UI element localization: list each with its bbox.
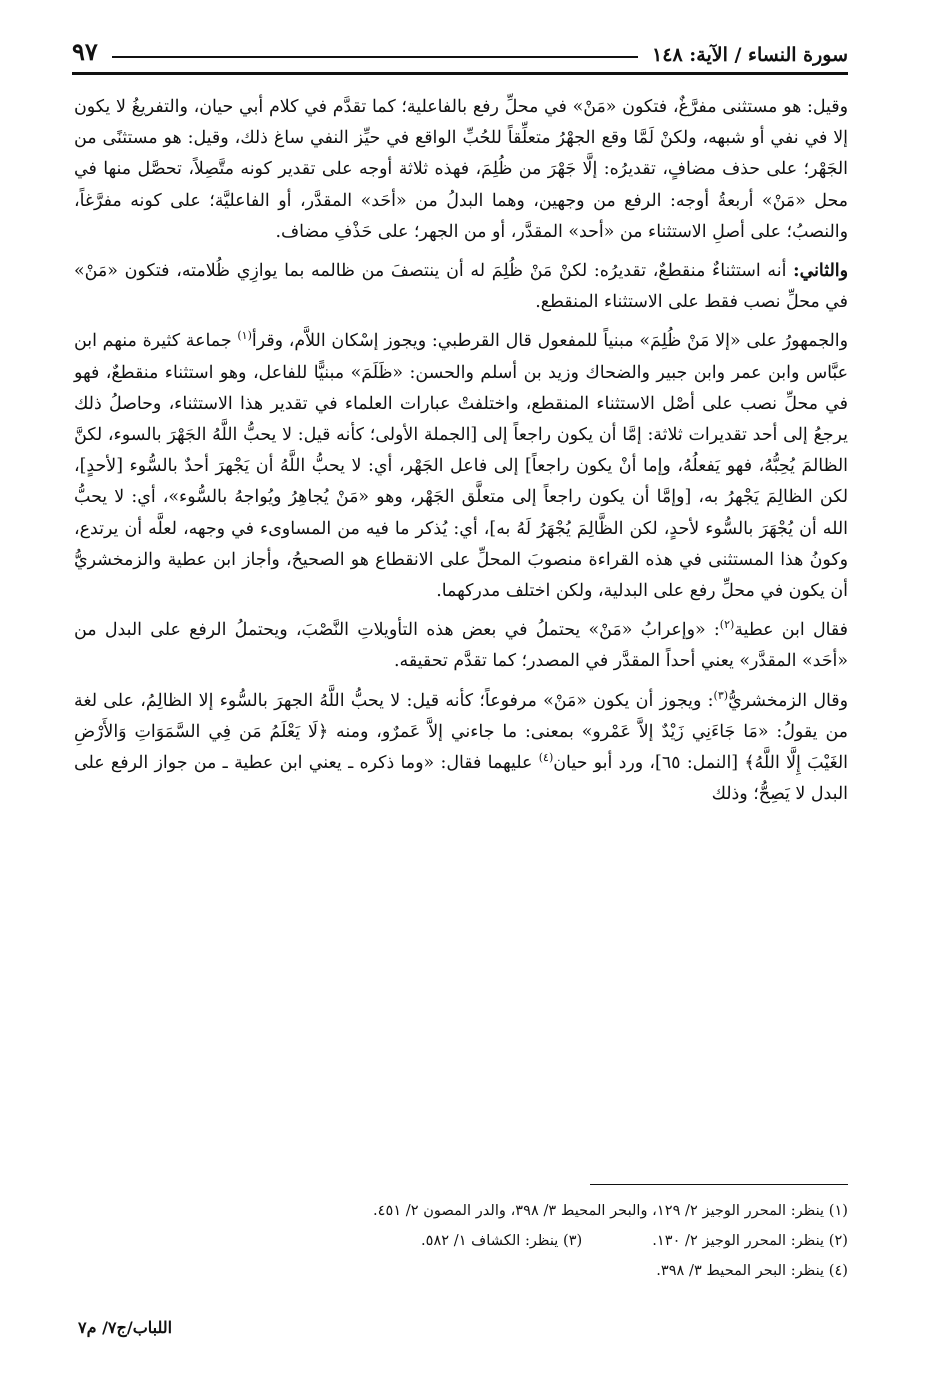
- paragraph-text: وقيل: هو مستثنى مفرَّغٌ، فتكون «مَنْ» في محلِّ رفع بالفاعلية؛ كما تقدَّم في كلام أبي حيان، والتفريغُ لا يكون إلا في نفي أو شبهه، ولكنْ لَمَّا وقع الجهْرُ متعلِّقاً للحُبِّ الواقع في حيِّز النفي ساغ ذلك، وقيل: هو مستثنًى من الجَهْر؛ على حذف مضافٍ، تقديرُه: إلَّا جَهْرَ من ظُلِمَ، فهذه ثلاثة أوجه على تقدير كونه متَّصِلاً، تحصَّل منها في محل «مَنْ» أربعةُ أوجه: الرفع من وجهين، وهما البدلُ من «أحَد» المقدَّر، أو الفاعليَّة؛ على كونه مفرَّغاً، والنصبُ؛ على أصلِ الاستثناء من «أحد» المقدَّر، أو من الجهر؛ على حَذْفِ مضاف.: [74, 97, 848, 242]
- page-number: ٩٧: [72, 37, 98, 66]
- paragraph-text: : «وإعرابُ «مَنْ» يحتملُ في بعض هذه التأويلاتِ النَّصْبَ، ويحتملُ الرفع على البدل من «أحَد» المقدَّر» يعني أحداً المقدَّر في المصدر؛ كما تقدَّم تحقيقه.: [74, 620, 848, 672]
- paragraph-text: وقال الزمخشريُّ: [728, 690, 848, 711]
- paragraph: [74, 256, 848, 318]
- paragraph-text: فقال ابن عطية: [734, 620, 848, 641]
- footnote-row: [74, 1226, 848, 1256]
- footnotes: [74, 1196, 848, 1286]
- footnote-marker[interactable]: (٤): [538, 751, 554, 765]
- footnote-2: (٢) ينظر: المحرر الوجيز ٢/ ١٣٠.: [652, 1232, 848, 1249]
- paragraph-text: والجمهورُ على «إلا مَنْ ظُلِمَ» مبنياً للمفعول قال القرطبي: ويجوز إسْكان اللاَّم، وقرأ: [251, 331, 848, 352]
- paragraph-text: عليهما فقال: «وما ذكره ـ يعني ابن عطية ـ من جواز الرفع على البدل لا يَصِحُّ؛ وذلك: [74, 753, 848, 805]
- header-rule: [112, 56, 638, 58]
- paragraph-text: أنه استثناءٌ منقطعٌ، تقديرُه: لكنْ مَنْ ظُلِمَ له أن ينتصفَ من ظالمه بما يوازِي ظُلامته، فتكون «مَنْ» في محلِّ نصب فقط على الاستثناء المنقطع.: [74, 261, 848, 313]
- paragraph: [74, 326, 848, 607]
- paragraph-lead: والثاني:: [793, 261, 848, 282]
- paragraph: [74, 615, 848, 677]
- paragraph: [74, 686, 848, 811]
- footnote-3: (٣) ينظر: الكشاف ١/ ٥٨٢.: [420, 1232, 583, 1249]
- footnote-4: (٤) ينظر: البحر المحيط ٣/ ٣٩٨.: [656, 1262, 848, 1279]
- footnote-1: (١) ينظر: المحرر الوجيز ٢/ ١٢٩، والبحر المحيط ٣/ ٣٩٨، والدر المصون ٢/ ٤٥١.: [373, 1202, 848, 1219]
- running-title: سورة النساء / الآية: ١٤٨: [652, 44, 848, 66]
- paragraph-text: : ويجوز أن يكون «مَنْ» مرفوعاً؛ كأنه قيل: لا يحبُّ اللَّهُ الجهرَ بالسُّوء إلا الظالِمُ، على لغة من يقولُ: «مَا جَاءَنِي زَيْدٌ إلاَّ عَمْرو» بمعنى: ما جاءني إلاَّ عَمرٌو، ومنه ﴿لَا يَعْلَمُ مَن فِي السَّمَوَاتِ وَالأَرْضِ الغَيْبَ إِلَّا اللَّهُ﴾ [النمل: ٦٥]، ورد أبو حيان: [74, 690, 848, 774]
- footnote-divider: [590, 1184, 848, 1185]
- main-text: [74, 92, 848, 818]
- footnote-marker[interactable]: (٢): [719, 618, 735, 632]
- page-header: [72, 26, 848, 75]
- footnote-marker[interactable]: (٣): [713, 688, 729, 702]
- paragraph-text: جماعة كثيرة منهم ابن عبَّاس وابن عمر وابن جبير والضحاك وزيد بن أسلم والحسن: «ظَلَمَ» مبنيًّا للفاعل، وهو استثناء منقطعٌ، فهو في محلِّ نصب على أصْل الاستثناء المنقطع، واختلفتْ عبارات العلماء في تقدير هذا الاستثناء، وحاصلُ ذلك يرجعُ إلى أحد تقديرات ثلاثة: إمَّا أن يكون راجعاً إلى [الجملة الأولى؛ كأنه قيل: لا يحبُّ اللَّهُ الجَهْرَ بالسوء، لكنَّ الظالمَ يُحِبُّهُ، فهو يَفعلُهُ، وإما أنْ يكون راجعاً] إلى فاعل الجَهْر، أي: لا يحبُّ اللَّهُ أن يَجْهرَ أحدٌ بالسُّوء [لأحدٍ]، لكن الظالِمَ يَجْهرُ به، [وإمَّا أن يكون راجعاً إلى متعلَّق الجَهْر، وهو «مَنْ يُجاهِرُ ويُواجهُ بالسُّوء»، أي: لا يحبُّ الله أن يُجْهَرَ بالسُّوء لأحدٍ، لكن الظَّالِمَ يُجْهَرُ لَهُ به]، أي: يُذكر ما فيه من المساوىء في وجهه، لعلَّه أن يرتدع، وكونُ هذا المستثنى في هذه القراءة منصوبَ المحلِّ على الانقطاع هو الصحيحُ، وأجاز ابن عطية والزمخشريُّ أن يكون في محلِّ رفع على البدلية، ولكن اختلف مدركهما.: [74, 331, 848, 602]
- printer-signature: اللباب/ج٧/ م٧: [78, 1318, 173, 1337]
- footnote-marker[interactable]: (١): [237, 329, 252, 343]
- paragraph: [74, 92, 848, 248]
